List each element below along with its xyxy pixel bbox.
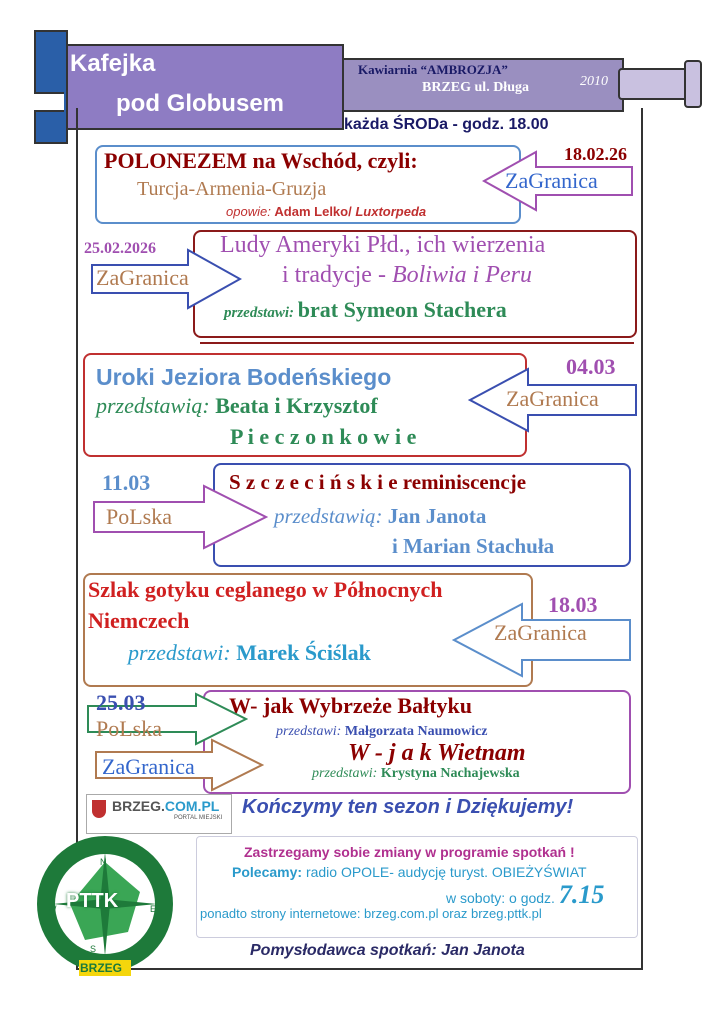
event-2-presenter-name: brat Symeon Stachera: [297, 297, 507, 322]
event-3-presenter: [96, 393, 378, 419]
event-6-presenter2-name: Krystyna Nachajewska: [380, 766, 520, 781]
event-6-title: W- jak Wybrzeże Bałtyku: [229, 693, 472, 718]
header-tube-cap: [684, 60, 702, 108]
event-5-date: 18.03: [548, 592, 598, 617]
notice-line3-text: w soboty: o godz.: [446, 890, 559, 906]
pttk-logo-north: N: [100, 857, 107, 867]
event-6-date: 25.03: [96, 690, 146, 715]
notice-line1: Zastrzegamy sobie zmiany w programie spotkań !: [244, 844, 575, 860]
event-5-presenter-name: Marek Ściślak: [236, 640, 371, 665]
event-3-title: Uroki Jeziora Bodeńskiego: [96, 364, 392, 390]
event-5-title-line1: Szlak gotyku ceglanego w Północnych: [88, 577, 443, 602]
event-4-title: S z c z e c i ń s k i e reminiscencje: [229, 470, 527, 494]
cafe-name: Kawiarnia “AMBROZJA”: [358, 62, 508, 77]
event-1-presenter-extra: Luxtorpeda: [355, 204, 427, 219]
year: 2010: [580, 74, 608, 89]
event-6-tag: PoLska: [96, 716, 162, 741]
event-1-presenter-name: Adam Lelko/: [274, 204, 356, 219]
header-blue-bar: [34, 30, 68, 144]
event-6-title2: W - j a k Wietnam: [348, 740, 526, 766]
event-6-presenter-name: Małgorzata Naumowicz: [344, 724, 488, 739]
event-3-date: 04.03: [566, 354, 616, 379]
event-1-presenter-prefix: opowie:: [226, 204, 275, 219]
event-2-title-line2-text: i tradycje -: [282, 262, 392, 288]
event-5-presenter: [128, 640, 371, 666]
event-1-subtitle: Turcja-Armenia-Gruzja: [137, 178, 327, 200]
header-title-line2: pod Globusem: [116, 90, 284, 117]
event-4-presenter-name: Jan Janota: [387, 504, 487, 528]
divider-line: [200, 342, 634, 344]
cafe-city: BRZEG ul. Długa: [422, 80, 529, 95]
event-6-presenter2-prefix: przedstawi:: [312, 766, 381, 781]
event-2-presenter-prefix: przedstawi:: [224, 305, 298, 321]
event-1-title: POLONEZEM na Wschód, czyli:: [104, 148, 418, 173]
event-1-tag: ZaGranica: [505, 168, 598, 193]
footer-credit: Pomysłodawca spotkań: Jan Janota: [250, 942, 525, 959]
event-6-tag2: ZaGranica: [102, 754, 195, 779]
sponsor-name-text: BRZEG.: [112, 798, 165, 814]
event-2-title-line2-italic: Boliwia i Peru: [391, 262, 532, 288]
event-2-date: 25.02.2026: [84, 240, 156, 257]
event-3-tag: ZaGranica: [506, 386, 599, 411]
pttk-logo-east: E: [150, 904, 157, 914]
event-6-presenter2: [312, 766, 520, 782]
event-4-date: 11.03: [102, 470, 151, 495]
schedule: każda ŚRODa - godz. 18.00: [344, 116, 549, 133]
header-blue-notch: [34, 92, 64, 112]
event-2-presenter: [224, 297, 507, 323]
event-3-presenter-name: Beata i Krzysztof: [215, 393, 378, 418]
event-6-presenter-prefix: przedstawi:: [276, 724, 345, 739]
event-4-presenter-prefix: przedstawią:: [274, 504, 388, 528]
sponsor-domain: COM.PL: [164, 798, 220, 814]
sponsor-sub: PORTAL MIEJSKI: [174, 815, 223, 821]
event-1-presenter: [226, 204, 426, 219]
event-2-title-line2: [282, 262, 532, 289]
sponsor-crest-icon: [92, 800, 106, 818]
notice-line2-label: Polecamy:: [232, 864, 306, 880]
notice-line4: ponadto strony internetowe: brzeg.com.pl oraz brzeg.pttk.pl: [200, 906, 542, 921]
event-5-tag: ZaGranica: [494, 620, 587, 645]
notice-line2-text: radio OPOLE- audycję turyst. OBIEŻYŚWIAT: [305, 864, 587, 880]
notice-time: 7.15: [558, 880, 605, 909]
event-2-tag: ZaGranica: [96, 265, 189, 290]
event-4-presenter-line2: i Marian Stachuła: [392, 534, 555, 558]
event-6-presenter: [276, 724, 488, 740]
event-2-title-line1: Ludy Ameryki Płd., ich wierzenia: [220, 232, 546, 258]
event-3-presenter-line2: P i e c z o n k o w i e: [230, 424, 417, 449]
pttk-logo-west: W: [48, 904, 57, 914]
pttk-logo-city: BRZEG: [80, 961, 122, 975]
sponsor-name: [112, 798, 219, 814]
closing-text: Kończymy ten sezon i Dziękujemy!: [242, 796, 574, 818]
event-1-date: 18.02.26: [564, 144, 627, 164]
header-title-line1: Kafejka: [70, 50, 156, 77]
event-4-tag: PoLska: [106, 504, 172, 529]
pttk-logo-south: S: [90, 944, 97, 954]
notice-line2: [232, 864, 587, 880]
event-3-presenter-prefix: przedstawią:: [96, 393, 216, 418]
event-5-title-line2: Niemczech: [88, 608, 190, 633]
pttk-logo-text: PTTK: [66, 890, 119, 912]
event-4-presenter: [274, 504, 486, 529]
event-5-presenter-prefix: przedstawi:: [128, 640, 237, 665]
